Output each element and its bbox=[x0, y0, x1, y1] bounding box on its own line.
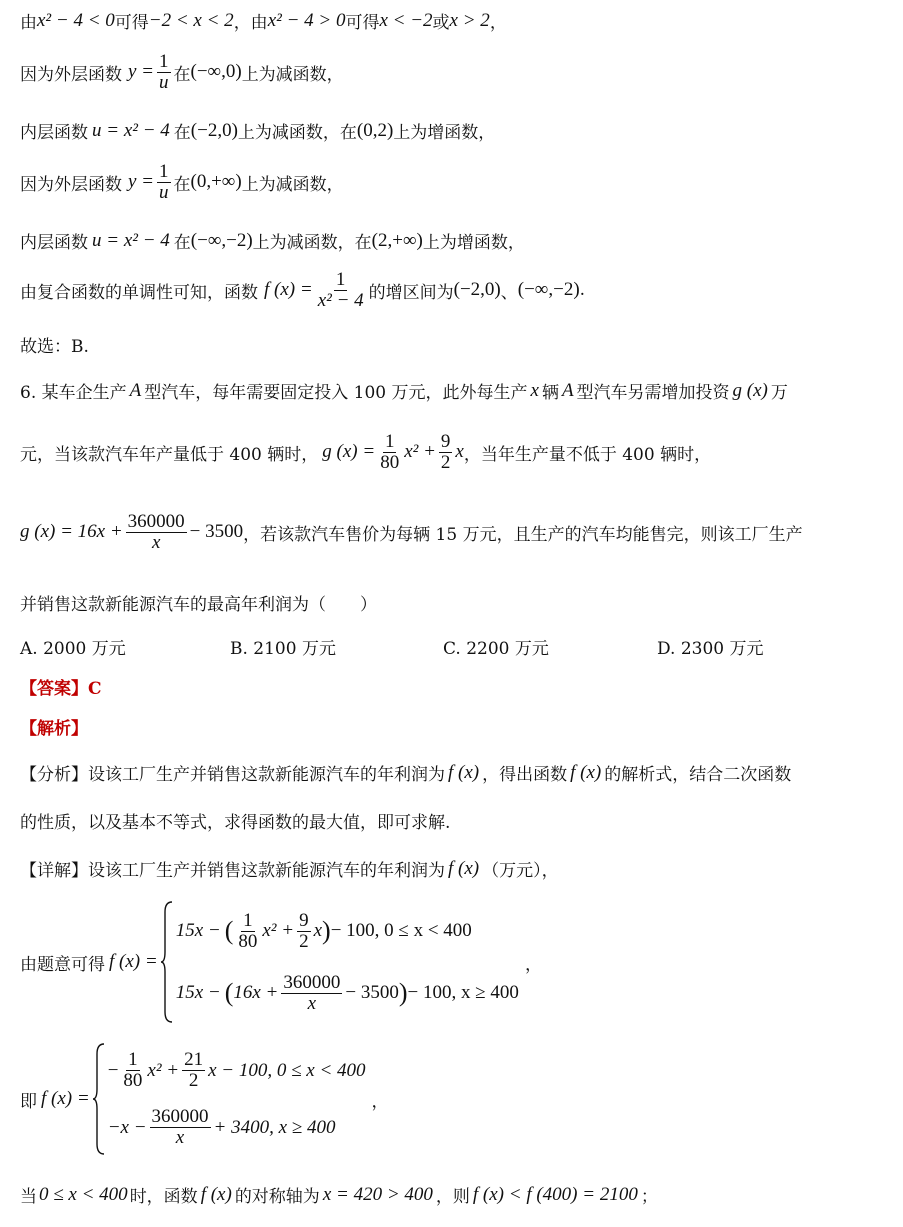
fraction bbox=[281, 973, 342, 1014]
left-brace-icon bbox=[160, 900, 174, 1024]
solution-line-6 bbox=[20, 270, 585, 311]
numerator: 1 bbox=[384, 431, 395, 452]
text: 在 bbox=[173, 64, 191, 85]
text: ， bbox=[489, 13, 507, 33]
text: 型汽车另需增加投资 bbox=[576, 383, 730, 403]
numerator: 1 bbox=[128, 1049, 138, 1071]
denominator: 2 bbox=[188, 1070, 199, 1091]
term: −x − bbox=[107, 1116, 147, 1138]
text: ，得出函数 bbox=[482, 765, 568, 785]
text: 的性质，以及基本不等式，求得函数的最大值，即可求解. bbox=[20, 813, 451, 833]
fraction bbox=[316, 270, 366, 311]
text: 当 bbox=[20, 1187, 37, 1207]
equation: u = x² − 4 bbox=[92, 119, 170, 141]
term: x² + bbox=[404, 441, 436, 463]
text: 由 bbox=[20, 13, 37, 33]
text: 的解析式，结合二次函数 bbox=[604, 765, 792, 785]
term: + 3400, x ≥ 400 bbox=[213, 1116, 336, 1138]
term: x bbox=[455, 441, 464, 463]
text: 上为减函数，在 bbox=[237, 123, 357, 143]
text: 内层函数 bbox=[20, 123, 88, 143]
interval: (−∞,0) bbox=[190, 61, 242, 83]
conclusion-text: 故选：B. bbox=[20, 337, 89, 357]
numerator: 9 bbox=[440, 431, 451, 452]
text: 万 bbox=[770, 383, 788, 403]
denominator: x bbox=[175, 1127, 185, 1148]
function: f (x) bbox=[570, 761, 602, 783]
equation: u = x² − 4 bbox=[92, 229, 170, 251]
condition: 0 ≤ x < 400 bbox=[39, 1183, 128, 1205]
text: 在 bbox=[173, 233, 191, 253]
piece-row-1 bbox=[108, 1050, 366, 1091]
denominator: 2 bbox=[299, 930, 309, 952]
piece-row-2 bbox=[176, 973, 519, 1014]
option-a: A. 2000 万元 bbox=[20, 639, 126, 659]
text: 由题意可得 bbox=[20, 954, 105, 975]
term: − 3500 bbox=[189, 521, 244, 543]
detail-line-1 bbox=[20, 856, 559, 881]
denominator: x bbox=[151, 531, 161, 553]
equation: f (x) = bbox=[264, 279, 313, 301]
numerator: 1 bbox=[159, 161, 169, 182]
answer-label: 【答案】C bbox=[20, 679, 102, 699]
solution-line-5 bbox=[20, 228, 525, 253]
equation: y = bbox=[128, 171, 155, 193]
fraction bbox=[297, 911, 311, 952]
text: 上为增函数， bbox=[422, 233, 525, 253]
fraction bbox=[157, 52, 171, 93]
solution-line-3 bbox=[20, 118, 495, 143]
numerator: 1 bbox=[159, 51, 169, 72]
text: 元，当该款汽车年产量低于 400 辆时， bbox=[20, 444, 319, 465]
text: 【分析】设该工厂生产并销售这款新能源汽车的年利润为 bbox=[20, 765, 445, 785]
text: （万元）， bbox=[482, 861, 559, 881]
function: f (x) bbox=[448, 761, 480, 783]
detail-line-last bbox=[20, 1182, 658, 1207]
term: − 100, x ≥ 400 bbox=[407, 982, 519, 1003]
variable: A bbox=[129, 379, 142, 401]
interval: (2,+∞) bbox=[371, 229, 423, 251]
text: ， bbox=[371, 1091, 389, 1112]
question-6-line-4 bbox=[20, 590, 377, 615]
fraction bbox=[182, 1050, 205, 1091]
text: 可得 bbox=[114, 13, 149, 33]
inequality: x > 2 bbox=[449, 9, 490, 31]
text: 上为减函数，在 bbox=[252, 233, 372, 253]
denominator: 80 bbox=[380, 451, 400, 473]
text: 因为外层函数 bbox=[20, 64, 122, 85]
text: 可得 bbox=[345, 13, 380, 33]
text: 型汽车，每年需要固定投入 100 万元，此外每生产 bbox=[144, 383, 528, 403]
term: 15x − bbox=[175, 920, 221, 941]
text: ， bbox=[524, 954, 542, 975]
left-paren: ( bbox=[224, 978, 234, 1007]
denominator: 80 bbox=[123, 1070, 143, 1091]
equation: f (x) = bbox=[41, 1088, 90, 1109]
right-paren: ) bbox=[398, 978, 408, 1007]
interval: (−∞,−2) bbox=[517, 279, 580, 301]
text: 内层函数 bbox=[20, 233, 88, 253]
left-paren: ( bbox=[224, 916, 234, 945]
denominator: 2 bbox=[440, 451, 451, 473]
fraction bbox=[126, 512, 187, 553]
function: f (x) bbox=[200, 1183, 232, 1205]
numerator: 9 bbox=[299, 909, 309, 931]
text: 6. 某车企生产 bbox=[20, 383, 127, 403]
equation: f (x) = bbox=[109, 951, 158, 972]
fraction bbox=[439, 432, 453, 473]
text: 上为减函数， bbox=[241, 64, 344, 85]
right-paren: ) bbox=[322, 916, 331, 945]
analysis-line-2 bbox=[20, 808, 450, 833]
solution-line-2 bbox=[20, 52, 344, 93]
text: 因为外层函数 bbox=[20, 174, 122, 195]
solution-line-4 bbox=[20, 162, 344, 203]
option-c: C. 2200 万元 bbox=[443, 639, 549, 659]
term: x² + bbox=[262, 920, 295, 941]
question-6-line-3 bbox=[20, 512, 803, 553]
function: f (x) bbox=[448, 857, 480, 879]
text: . bbox=[579, 280, 586, 301]
text: 在 bbox=[173, 174, 191, 195]
inequality: x < −2 bbox=[379, 9, 433, 31]
numerator: 21 bbox=[184, 1049, 204, 1071]
text: 时，函数 bbox=[129, 1187, 198, 1207]
term: x − 100, 0 ≤ x < 400 bbox=[208, 1059, 366, 1081]
numerator: 360000 bbox=[127, 511, 185, 532]
text: 上为减函数， bbox=[241, 174, 344, 195]
variable: x bbox=[530, 379, 539, 401]
solution-line-7 bbox=[20, 332, 89, 357]
text: 的对称轴为 bbox=[234, 1187, 320, 1207]
equation: x = 420 > 400 bbox=[322, 1183, 433, 1205]
fraction bbox=[236, 911, 259, 952]
term: − 3500 bbox=[345, 982, 399, 1003]
term: − 100, 0 ≤ x < 400 bbox=[330, 920, 472, 941]
text: ； bbox=[640, 1187, 658, 1207]
piecewise-definition-1 bbox=[20, 898, 542, 1026]
term: x² + bbox=[147, 1059, 180, 1081]
function: g (x) bbox=[732, 379, 768, 401]
equation: f (x) < f (400) = 2100 bbox=[472, 1183, 638, 1205]
piecewise-definition-2 bbox=[20, 1040, 389, 1158]
text: ，若该款汽车售价为每辆 15 万元，且生产的汽车均能售完，则该工厂生产 bbox=[243, 524, 803, 545]
question-6-line-2 bbox=[20, 432, 711, 473]
denominator: 80 bbox=[238, 930, 258, 952]
piecewise-rows bbox=[108, 1042, 366, 1156]
fraction bbox=[150, 1107, 211, 1148]
text: 或 bbox=[432, 13, 450, 33]
denominator: u bbox=[159, 181, 169, 203]
interval: (−∞,−2) bbox=[190, 229, 253, 251]
text: 辆 bbox=[541, 383, 559, 403]
inequality: x² − 4 < 0 bbox=[37, 9, 115, 31]
analysis-line-1 bbox=[20, 760, 791, 785]
variable: A bbox=[561, 379, 574, 401]
denominator: x bbox=[307, 992, 317, 1014]
inequality: −2 < x < 2 bbox=[148, 9, 234, 31]
solution-line-1 bbox=[20, 8, 507, 33]
piece-row-2 bbox=[108, 1107, 366, 1148]
term: − bbox=[107, 1059, 119, 1081]
text: 的增区间为 bbox=[368, 282, 454, 303]
option-b: B. 2100 万元 bbox=[230, 639, 336, 659]
equation: g (x) = 16x + bbox=[20, 521, 123, 543]
numerator: 360000 bbox=[151, 1106, 209, 1128]
denominator: x² − 4 bbox=[317, 289, 364, 311]
interval: (−2,0) bbox=[190, 119, 238, 141]
denominator: u bbox=[159, 71, 169, 93]
interval: (0,+∞) bbox=[190, 171, 242, 193]
term: 16x + bbox=[233, 982, 279, 1003]
text: ，由 bbox=[233, 13, 268, 33]
text: 并销售这款新能源汽车的最高年利润为（ ） bbox=[20, 595, 377, 615]
text: 【详解】设该工厂生产并销售这款新能源汽车的年利润为 bbox=[20, 861, 445, 881]
interval: (−2,0) bbox=[453, 279, 501, 301]
text: 在 bbox=[173, 123, 191, 143]
term: x bbox=[313, 920, 323, 941]
fraction bbox=[121, 1050, 144, 1091]
option-d: D. 2300 万元 bbox=[657, 639, 764, 659]
inequality: x² − 4 > 0 bbox=[267, 9, 346, 31]
fraction bbox=[157, 162, 171, 203]
equation: g (x) = bbox=[322, 441, 376, 463]
numerator: 1 bbox=[335, 269, 346, 290]
question-6-line-1 bbox=[20, 378, 788, 403]
numerator: 1 bbox=[243, 909, 253, 931]
text: 由复合函数的单调性可知，函数 bbox=[20, 282, 258, 303]
fraction bbox=[378, 432, 401, 473]
text: ，当年生产量不低于 400 辆时， bbox=[463, 444, 712, 465]
left-brace-icon bbox=[92, 1042, 106, 1156]
interval: (0,2) bbox=[356, 119, 394, 141]
term: 15x − bbox=[175, 982, 221, 1003]
numerator: 360000 bbox=[283, 971, 341, 993]
analysis-title: 【解析】 bbox=[20, 719, 88, 739]
text: 上为增函数， bbox=[393, 123, 496, 143]
text: 即 bbox=[20, 1091, 37, 1112]
equation: y = bbox=[128, 61, 155, 83]
piece-row-1 bbox=[176, 911, 519, 952]
text: ，则 bbox=[435, 1187, 470, 1207]
text: 、 bbox=[500, 282, 518, 303]
piecewise-rows bbox=[176, 900, 519, 1024]
